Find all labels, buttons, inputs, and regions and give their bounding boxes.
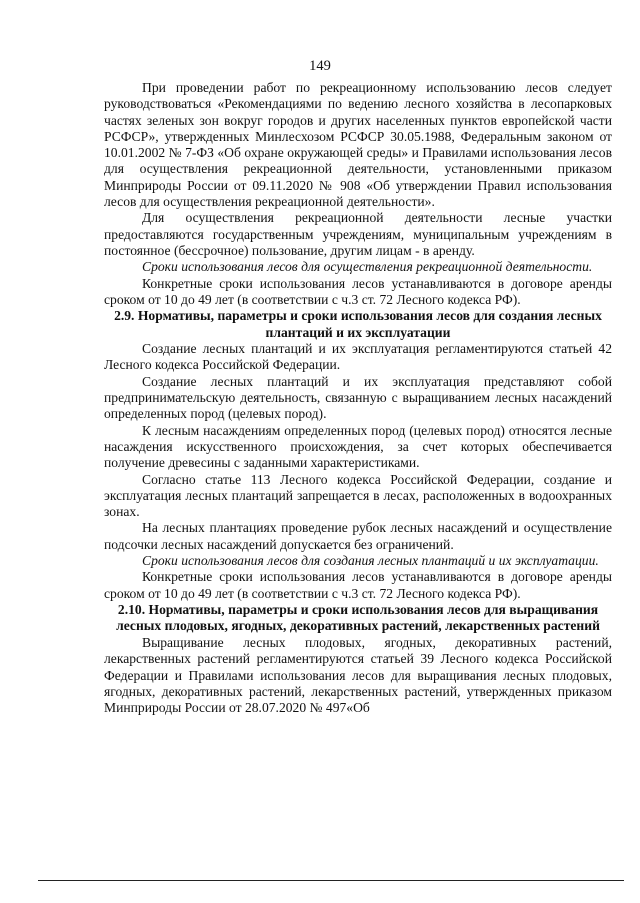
paragraph-cultivation-regulation: Выращивание лесных плодовых, ягодных, декоративных растений, лекарственных растений регламентируются статьей 39 Лесного кодекса Российской Федерации и Правилами использования лесов для выращивания лесных плодовых, ягодных, декоративных растений, лекарственных растений, утвержденных приказом Минприроды России от 28.07.2020 № 497«Об	[104, 634, 612, 716]
paragraph-recreation-allocation: Для осуществления рекреационной деятельности лесные участки предоставляются государственным учреждениям, муниципальным учреждениям в постоянное (бессрочное) пользование, другим лицам - в аренду.	[104, 210, 612, 258]
paragraph-recreation-terms-title: Сроки использования лесов для осуществления рекреационной деятельности.	[142, 259, 593, 275]
page-content	[104, 80, 612, 716]
paragraph-plantations-terms: Конкретные сроки использования лесов устанавливаются в договоре аренды сроком от 10 до 49 лет (в соответствии с ч.3 ст. 72 Лесного кодекса РФ).	[104, 569, 612, 601]
paragraph-plantations-business: Создание лесных плантаций и их эксплуатация представляют собой предпринимательскую деятельность, связанную с выращиванием лесных насаждений определенных пород (целевых пород).	[104, 373, 612, 422]
paragraph-target-species: К лесным насаждениям определенных пород (целевых пород) относятся лесные насаждения искусственного происхождения, за счет которых обеспечивается получение древесины с заданными характеристиками.	[104, 422, 612, 471]
paragraph-plantations-regulation: Создание лесных плантаций и их эксплуатация регламентируются статьей 42 Лесного кодекса Российской Федерации.	[104, 341, 612, 373]
page-number: 149	[309, 58, 331, 74]
paragraph-water-protection: Согласно статье 113 Лесного кодекса Российской Федерации, создание и эксплуатация лесных плантаций запрещается в лесах, расположенных в водоохранных зонах.	[104, 471, 612, 520]
paragraph-recreation-guidelines: При проведении работ по рекреационному использованию лесов следует руководствоваться «Рекомендациями по ведению лесного хозяйства в лесопарковых частях зеленых зон вокруг городов и других населенных пунктов европейской части РСФСР», утвержденных Минлесхозом РСФСР 30.05.1988, Федеральным законом от 10.01.2002 № 7-ФЗ «Об охране окружающей среды» и Правилами использования лесов для осуществления рекреационной деятельности, установленными приказом Минприроды России от 09.11.2020 № 908 «Об утверждении Правил использования лесов для осуществления рекреационной деятельности».	[104, 80, 612, 210]
bottom-divider	[38, 880, 624, 881]
paragraph-felling: На лесных плантациях проведение рубок лесных насаждений и осуществление подсочки лесных насаждений допускается без ограничений.	[104, 520, 612, 552]
section-heading-2-10: 2.10. Нормативы, параметры и сроки использования лесов для выращивания лесных плодовых, ягодных, декоративных растений, лекарственных растений	[116, 601, 600, 634]
paragraph-plantations-terms-title: Сроки использования лесов для создания лесных плантаций и их эксплуатации.	[142, 553, 599, 569]
paragraph-recreation-terms: Конкретные сроки использования лесов устанавливаются в договоре аренды сроком от 10 до 49 лет (в соответствии с ч.3 ст. 72 Лесного кодекса РФ).	[104, 275, 612, 307]
section-heading-2-9: 2.9. Нормативы, параметры и сроки использования лесов для создания лесных плантаций и их эксплуатации	[114, 308, 602, 340]
